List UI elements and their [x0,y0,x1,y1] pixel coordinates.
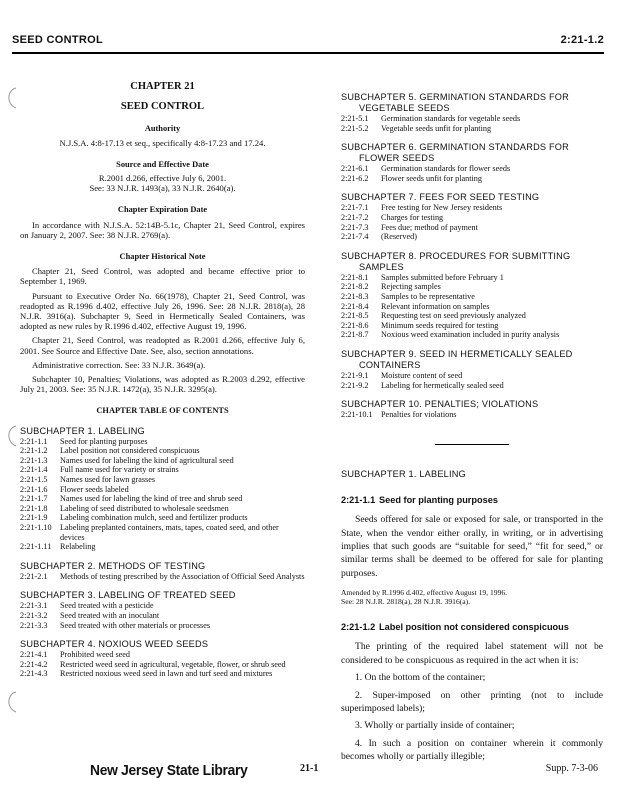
punch-hole-mark [4,690,20,714]
toc-entry[interactable]: 2:21-4.2 Restricted weed seed in agricultural, vegetable, flower, or shrub seed [20,659,286,669]
toc-entry[interactable]: 2:21-7.4 (Reserved) [341,232,417,242]
toc-entry[interactable]: 2:21-8.6 Minimum seeds required for testing [341,320,499,330]
history-paragraph: Chapter 21, Seed Control, was adopted and became effective prior to September 1, 1969. [20,266,305,287]
list-item: 3. Wholly or partially inside of container; [355,720,515,732]
section-heading: 2:21-1.1 Seed for planting purposes [341,494,498,505]
library-logo: New Jersey State Library [90,762,248,779]
toc-entry[interactable]: 2:21-6.2 Flower seeds unfit for planting [341,173,482,183]
toc-list [20,437,305,552]
expiration-text: In accordance with N.J.S.A. 52:14B-5.1c, Chapter 21, Seed Control, expires on January 2, 2007. See: 38 N.J.R. 2769(a). [20,219,305,240]
toc-entry[interactable]: 2:21-4.1 Prohibited weed seed [20,650,131,660]
history-paragraph: Chapter 21, Seed Control, was readopted as R.2001 d.266, effective July 6, 2001. See Source and Effective Date. See, also, section annotations. [20,335,305,356]
running-header [12,34,604,50]
subchapter-title: SUBCHAPTER 10. PENALTIES; VIOLATIONS [341,399,539,410]
amendment-note: Amended by R.1996 d.402, effective August 19, 1996. See: 28 N.J.R. 2818(a), 28 N.J.R. 3916(a). [341,588,508,607]
subchapter-title: SUBCHAPTER 6. GERMINATION STANDARDS FOR FLOWER SEEDS [341,142,569,164]
subchapter-title: SUBCHAPTER 9. SEED IN HERMETICALLY SEALED CONTAINERS [341,348,573,370]
page-number: 21-1 [300,763,319,774]
toc-entry[interactable]: 2:21-7.3 Fees due; method of payment [341,222,478,232]
header-title: SEED CONTROL [12,34,103,46]
toc-heading: CHAPTER TABLE OF CONTENTS [96,406,229,416]
toc-entry[interactable]: 2:21-1.10 Labeling preplanted containers, mats, tapes, coated seed, and other devices [20,523,279,542]
toc-entry[interactable]: 2:21-1.5 Names used for lawn grasses [20,475,156,485]
section-heading: 2:21-1.2 Label position not considered conspicuous [341,622,569,633]
right-column [341,92,603,764]
list-item: 1. On the bottom of the container; [355,672,486,684]
section-text: The printing of the required label statement will not be considered to be conspicuous as required in the act when it is: [341,641,603,666]
header-section: 2:21-1.2 [560,34,604,46]
subchapter-title: SUBCHAPTER 3. LABELING OF TREATED SEED [20,590,236,601]
toc-entry[interactable]: 2:21-1.4 Full name used for variety or strains [20,465,179,475]
subchapter-title: SUBCHAPTER 2. METHODS OF TESTING [20,560,206,571]
toc-entry[interactable]: 2:21-3.1 Seed treated with a pesticide [20,601,154,611]
authority-text: N.J.S.A. 4:8-17.13 et seq., specifically 4:8-17.23 and 17.24. [59,137,266,148]
toc-entry[interactable]: 2:21-8.1 Samples submitted before February 1 [341,272,504,282]
toc-entry[interactable]: 2:21-3.3 Seed treated with other materials or processes [20,620,211,630]
subchapter-title: SUBCHAPTER 7. FEES FOR SEED TESTING [341,192,540,203]
subchapter-title: SUBCHAPTER 8. PROCEDURES FOR SUBMITTING SAMPLES [341,250,571,272]
toc-entry[interactable]: 2:21-1.9 Labeling combination mulch, seed and fertilizer products [20,513,248,523]
source-line: See: 33 N.J.R. 1493(a), 33 N.J.R. 2640(a). [89,183,236,194]
history-paragraph: Subchapter 10, Penalties; Violations, was adopted as R.2003 d.292, effective July 21, 2003. See: 35 N.J.R. 1472(a), 35 N.J.R. 3295(a). [20,374,305,395]
list-item: 2. Super-imposed on other printing (not to include superimposed labels); [341,689,603,714]
punch-hole-mark [4,424,20,448]
supplement-date: Supp. 7-3-06 [545,763,598,774]
section-text: Seeds offered for sale or exposed for sale, or transported in the State, when the vendor either orally, in writing, or in advertising implies that such goods are “suitable for seed,” “fit for seed,” or similar terms shall be deemed to be offered for sale for planting purposes. [341,514,603,579]
toc-entry[interactable]: 2:21-3.2 Seed treated with an inoculant [20,610,160,620]
subchapter-title: SUBCHAPTER 1. LABELING [20,425,145,436]
toc-entry[interactable]: 2:21-1.2 Label position not considered conspicuous [20,446,200,456]
toc-entry[interactable]: 2:21-6.1 Germination standards for flower seeds [341,164,511,174]
list-item: 4. In such a position on container wherein it commonly becomes wholly or partially illegible; [341,737,603,763]
toc-entry[interactable]: 2:21-1.11 Relabeling [20,542,96,552]
toc-entry[interactable]: 2:21-8.2 Rejecting samples [341,282,441,292]
toc-entry[interactable]: 2:21-8.5 Requesting test on seed previously analyzed [341,311,526,321]
source-heading: Source and Effective Date [116,159,209,169]
toc-entry[interactable]: 2:21-5.1 Germination standards for vegetable seeds [341,114,521,123]
toc-entry[interactable]: 2:21-1.1 Seed for planting purposes [20,436,148,446]
toc-entry[interactable]: 2:21-7.1 Free testing for New Jersey residents [341,203,503,213]
section-divider [435,444,509,445]
toc-entry[interactable]: 2:21-8.4 Relevant information on samples [341,301,490,311]
left-column [20,58,305,679]
history-paragraph: Pursuant to Executive Order No. 66(1978), Chapter 21, Seed Control, was readopted as R.1996 d.402, effective July 26, 1996. See: 28 N.J.R. 2818(a), 28 N.J.R. 3916(a). Subchapter 9, Seed in Hermetically Sealed Containers, was adopted as new rules by R.1996 d.402, effective August 19, 1996. [20,290,305,332]
chapter-number: CHAPTER 21 [130,81,195,92]
toc-entry[interactable]: 2:21-7.2 Charges for testing [341,212,444,222]
expiration-heading: Chapter Expiration Date [117,205,208,215]
toc-entry[interactable]: 2:21-1.3 Names used for labeling the kind of agricultural seed [20,455,234,465]
history-paragraph: Administrative correction. See: 33 N.J.R. 3649(a). [32,359,206,370]
toc-entry[interactable]: 2:21-9.2 Labeling for hermetically sealed seed [341,380,504,390]
source-line: R.2001 d.266, effective July 6, 2001. [98,173,227,184]
chapter-name: SEED CONTROL [120,101,205,113]
toc-entry[interactable]: 2:21-2.1 Methods of testing prescribed by the Association of Official Seed Analysts [20,571,305,581]
toc-entry[interactable]: 2:21-1.7 Names used for labeling the kind of tree and shrub seed [20,494,243,504]
subchapter-title: SUBCHAPTER 4. NOXIOUS WEED SEEDS [20,639,209,650]
toc-entry[interactable]: 2:21-10.1 Penalties for violations [341,410,457,420]
authority-heading: Authority [144,124,181,134]
toc-entry[interactable]: 2:21-8.7 Noxious weed examination included in purity analysis [341,330,560,340]
history-heading: Chapter Historical Note [119,252,206,262]
toc-entry[interactable]: 2:21-5.2 Vegetable seeds unfit for planting [341,123,492,133]
toc-entry[interactable]: 2:21-4.3 Restricted noxious weed seed in lawn and turf seed and mixtures [20,669,273,679]
toc-entry[interactable]: 2:21-9.1 Moisture content of seed [341,370,463,380]
toc-entry[interactable]: 2:21-1.6 Flower seeds labeled [20,484,129,494]
body-subchapter-heading: SUBCHAPTER 1. LABELING [341,468,466,479]
subchapter-title: SUBCHAPTER 5. GERMINATION STANDARDS FOR VEGETABLE SEEDS [341,92,569,113]
toc-entry[interactable]: 2:21-1.8 Labeling of seed distributed to wholesale seedsmen [20,503,229,513]
toc-entry[interactable]: 2:21-8.3 Samples to be representative [341,291,475,301]
punch-hole-mark [4,86,20,110]
header-rule [12,52,604,54]
